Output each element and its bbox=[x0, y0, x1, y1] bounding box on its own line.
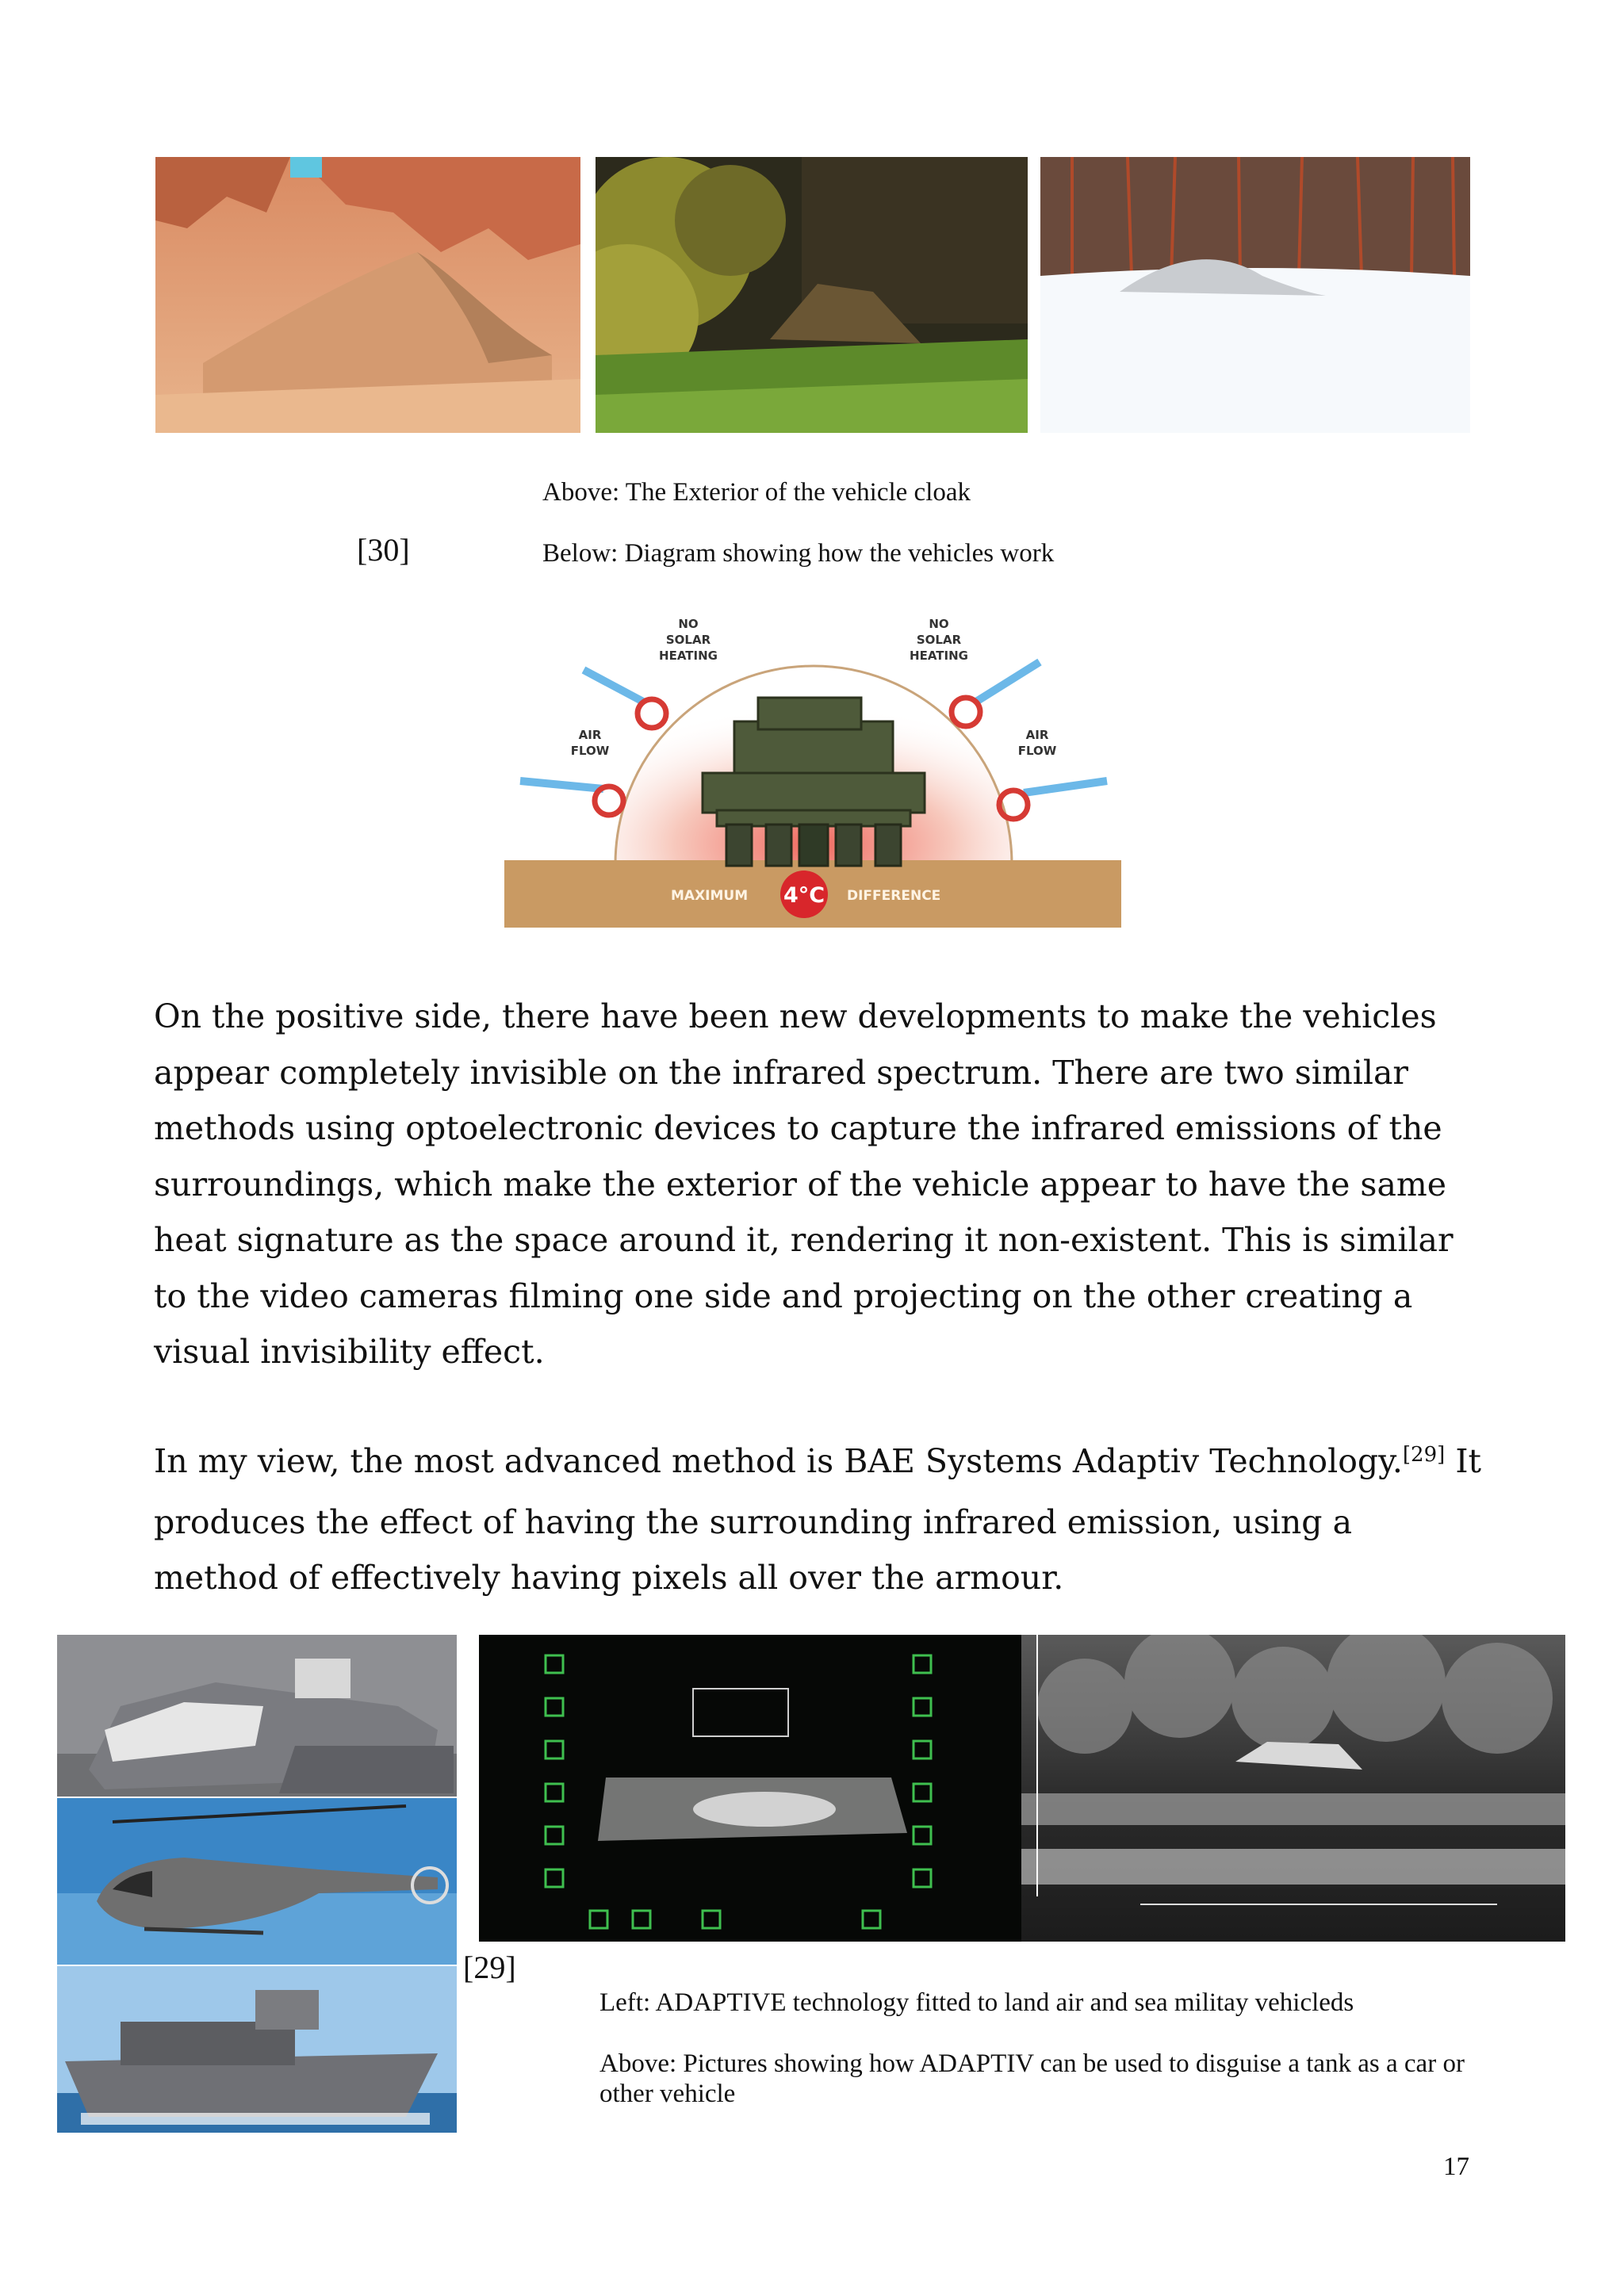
page-number: 17 bbox=[1443, 2152, 1469, 2181]
forest-cloak-photo bbox=[596, 157, 1028, 433]
thermal-camera-photo bbox=[1021, 1635, 1565, 1942]
land-vehicle-photo bbox=[57, 1635, 457, 1797]
paragraph-adaptiv-start: In my view, the most advanced method is BAE Systems Adaptiv Technology. bbox=[154, 1442, 1403, 1480]
caption-exterior: Above: The Exterior of the vehicle cloak bbox=[542, 478, 971, 507]
ship-photo bbox=[57, 1966, 457, 2133]
label-difference: DIFFERENCE bbox=[847, 888, 941, 904]
label-airflow-right: AIR FLOW bbox=[1017, 728, 1057, 758]
caption-adaptiv-disguise: Above: Pictures showing how ADAPTIV can be used to disguise a tank as a car or other vehicle bbox=[599, 2049, 1465, 2108]
paragraph-adaptiv-end: It produces the effect of having the surrounding infrared emission, using a method of effectively having pixels all over the armour. bbox=[154, 1442, 1481, 1597]
paragraph-adaptiv bbox=[154, 1433, 1486, 1606]
cloak-diagram bbox=[504, 603, 1121, 928]
label-maximum: MAXIMUM bbox=[671, 888, 749, 904]
adaptiv-display-photo bbox=[479, 1635, 1021, 1942]
label-no-solar-right: NO SOLAR HEATING bbox=[910, 617, 968, 663]
reference-30: [30] bbox=[357, 532, 410, 568]
paragraph-infrared: On the positive side, there have been new developments to make the vehicles appear completely invisible on the infrared spectrum. There are two similar methods using optoelectronic devices to capture the infrared emissions of the surroundings, which make the exterior of the vehicle appear to have the same heat signature as the space around it, rendering it non-existent. This is similar to the video cameras filming one side and projecting on the other creating a visual invisibility effect. bbox=[154, 997, 1454, 1371]
snow-cloak-photo bbox=[1040, 157, 1470, 433]
label-airflow-left: AIR FLOW bbox=[570, 728, 610, 758]
desert-cloak-photo bbox=[155, 157, 580, 433]
helicopter-photo bbox=[57, 1798, 457, 1965]
label-no-solar-left: NO SOLAR HEATING bbox=[659, 617, 718, 663]
reference-29: [29] bbox=[463, 1950, 516, 1985]
citation-29: [29] bbox=[1402, 1443, 1446, 1467]
caption-diagram: Below: Diagram showing how the vehicles work bbox=[542, 539, 1055, 568]
label-temp: 4°C bbox=[783, 883, 825, 908]
caption-adaptive-vehicles: Left: ADAPTIVE technology fitted to land air and sea militay vehicleds bbox=[599, 1988, 1354, 2017]
